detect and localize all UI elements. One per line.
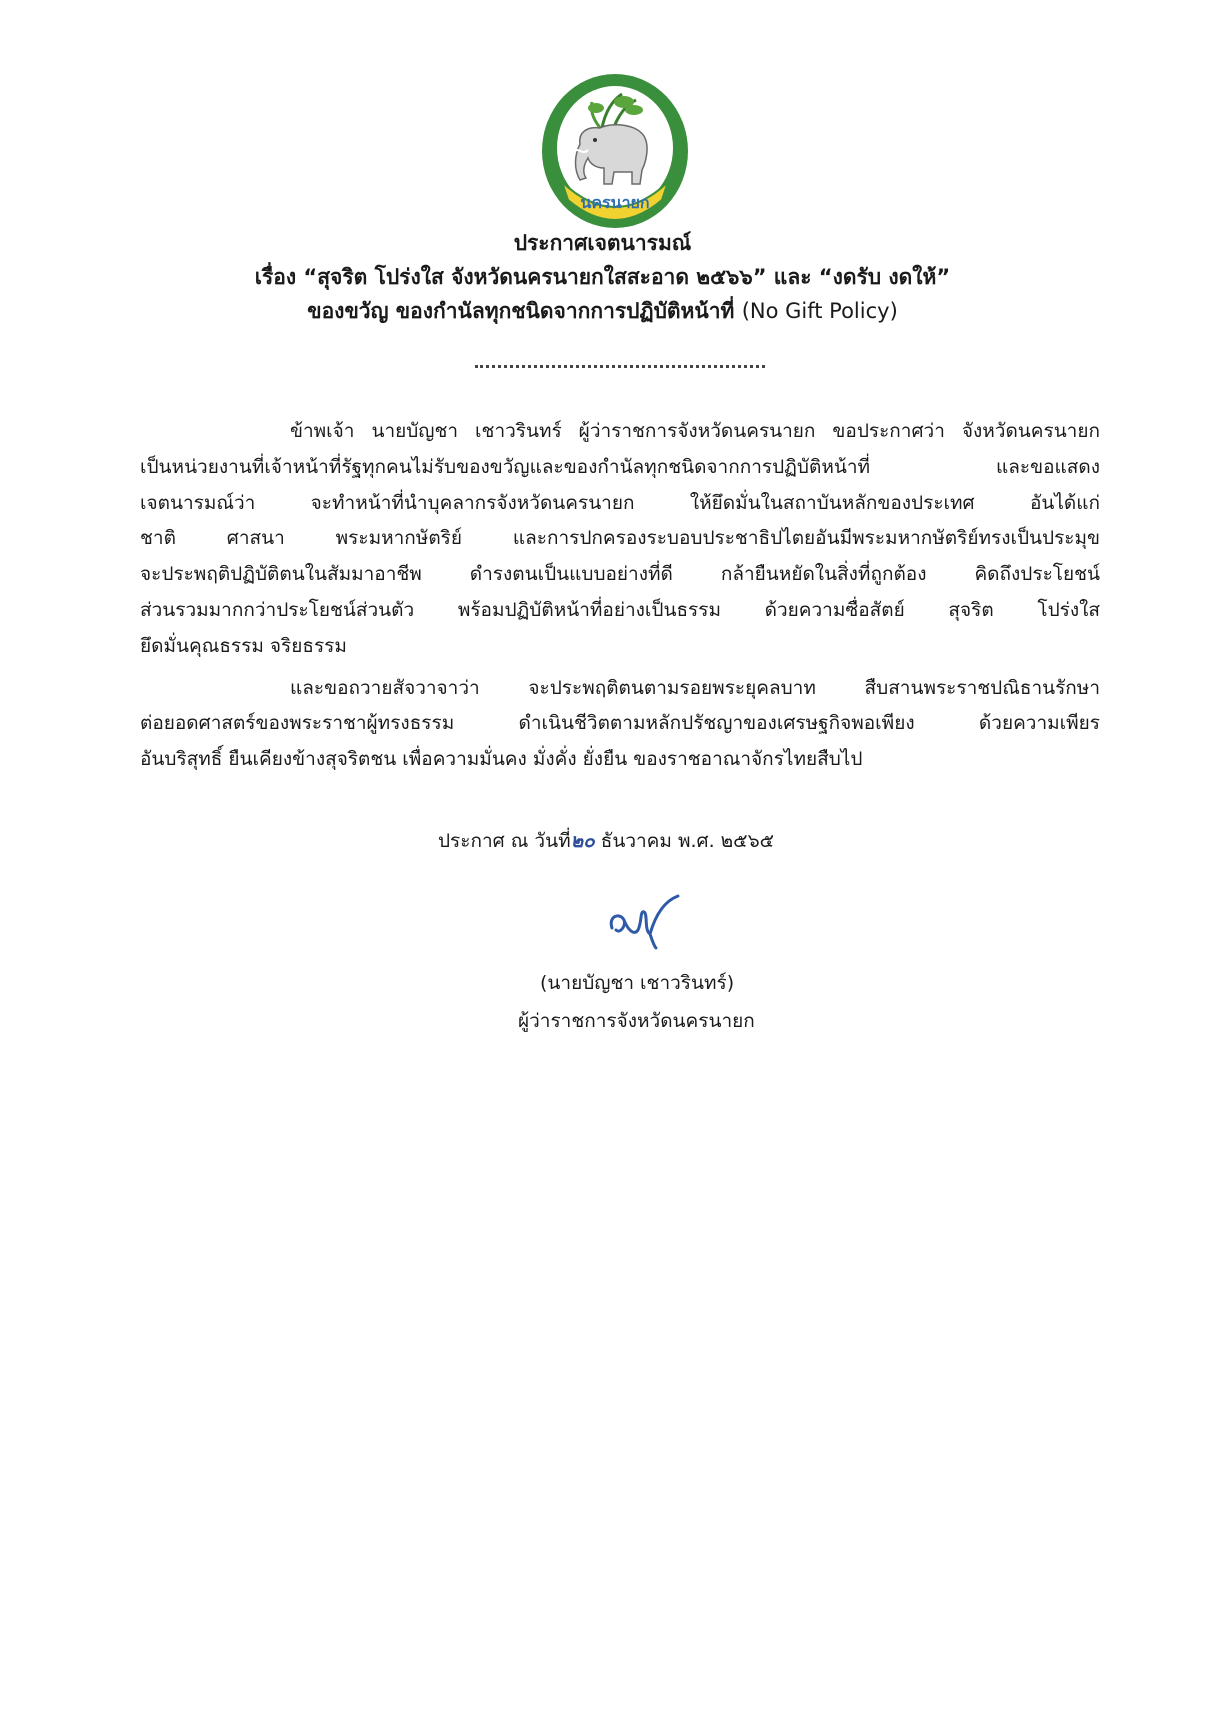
dotted-divider bbox=[475, 365, 765, 368]
date-prefix: ประกาศ ณ วันที่ bbox=[438, 830, 571, 852]
paragraph-1-line: ยึดมั่นคุณธรรม จริยธรรม bbox=[140, 634, 347, 657]
paragraph-2-line: และขอถวายสัจวาจาว่า จะประพฤติตนตามรอยพระยุคลบาท สืบสานพระราชปณิธานรักษา bbox=[290, 676, 1100, 699]
signatory-title: ผู้ว่าราชการจังหวัดนครนายก bbox=[518, 1010, 755, 1032]
heading-line-1: ประกาศเจตนารมณ์ bbox=[513, 231, 692, 255]
handwritten-signature bbox=[604, 890, 684, 950]
paragraph-1-line: เป็นหน่วยงานที่เจ้าหน้าที่รัฐทุกคนไม่รับของขวัญและของกำนัลทุกชนิดจากการปฏิบัติหน้าที่ และขอแสดง bbox=[140, 455, 1100, 478]
elephant-icon bbox=[574, 125, 647, 184]
paragraph-1-line: เจตนารมณ์ว่า จะทำหน้าที่นำบุคลากรจังหวัดนครนายก ให้ยึดมั่นในสถาบันหลักของประเทศ อันได้แก่ bbox=[140, 491, 1100, 514]
paragraph-1-line: ชาติ ศาสนา พระมหากษัตริย์ และการปกครองระบอบประชาธิปไตยอันมีพระมหากษัตริย์ทรงเป็นประมุข bbox=[140, 527, 1100, 550]
date-rest: ธันวาคม พ.ศ. ๒๕๖๕ bbox=[594, 830, 775, 852]
provincial-seal-logo bbox=[540, 72, 690, 230]
date-day-handwritten: ๒๐ bbox=[570, 830, 595, 852]
announcement-date bbox=[438, 826, 774, 856]
paragraph-2-line: ต่อยอดศาสตร์ของพระราชาผู้ทรงธรรม ดำเนินชีวิตตามหลักปรัชญาของเศรษฐกิจพอเพียง ด้วยความเพียร bbox=[140, 712, 1100, 735]
heading-line-3 bbox=[60, 294, 1145, 328]
paragraph-1-line: จะประพฤติปฏิบัติตนในสัมมาอาชีพ ดำรงตนเป็นแบบอย่างที่ดี กล้ายืนหยัดในสิ่งที่ถูกต้อง คิดถึงประโยชน์ bbox=[140, 563, 1100, 586]
heading-line-2: เรื่อง “สุจริต โปร่งใส จังหวัดนครนายกใสสะอาด ๒๕๖๖” และ “งดรับ งดให้” bbox=[254, 265, 951, 289]
heading-line-3-english: (No Gift Policy) bbox=[741, 299, 898, 323]
svg-text:นครนายก: นครนายก bbox=[580, 193, 650, 212]
paragraph-2-line: อันบริสุทธิ์ ยืนเคียงข้างสุจริตชน เพื่อความมั่นคง มั่งคั่ง ยั่งยืน ของราชอาณาจักรไทยสืบไป bbox=[140, 748, 863, 771]
paragraph-1-line: ข้าพเจ้า นายบัญชา เชาวรินทร์ ผู้ว่าราชการจังหวัดนครนายก ขอประกาศว่า จังหวัดนครนายก bbox=[290, 420, 1100, 442]
announcement-heading bbox=[60, 226, 1145, 328]
paragraph-1-line: ส่วนรวมมากกว่าประโยชน์ส่วนตัว พร้อมปฏิบัติหน้าที่อย่างเป็นธรรม ด้วยความซื่อสัตย์ สุจริต โปร่งใส bbox=[140, 598, 1100, 621]
announcement-body bbox=[140, 414, 1100, 778]
heading-line-3-thai: ของขวัญ ของกำนัลทุกชนิดจากการปฏิบัติหน้าที่ bbox=[307, 299, 735, 323]
paragraph-1 bbox=[140, 414, 1100, 665]
signatory-name: (นายบัญชา เชาวรินทร์) bbox=[540, 972, 735, 994]
paragraph-2 bbox=[140, 671, 1100, 778]
